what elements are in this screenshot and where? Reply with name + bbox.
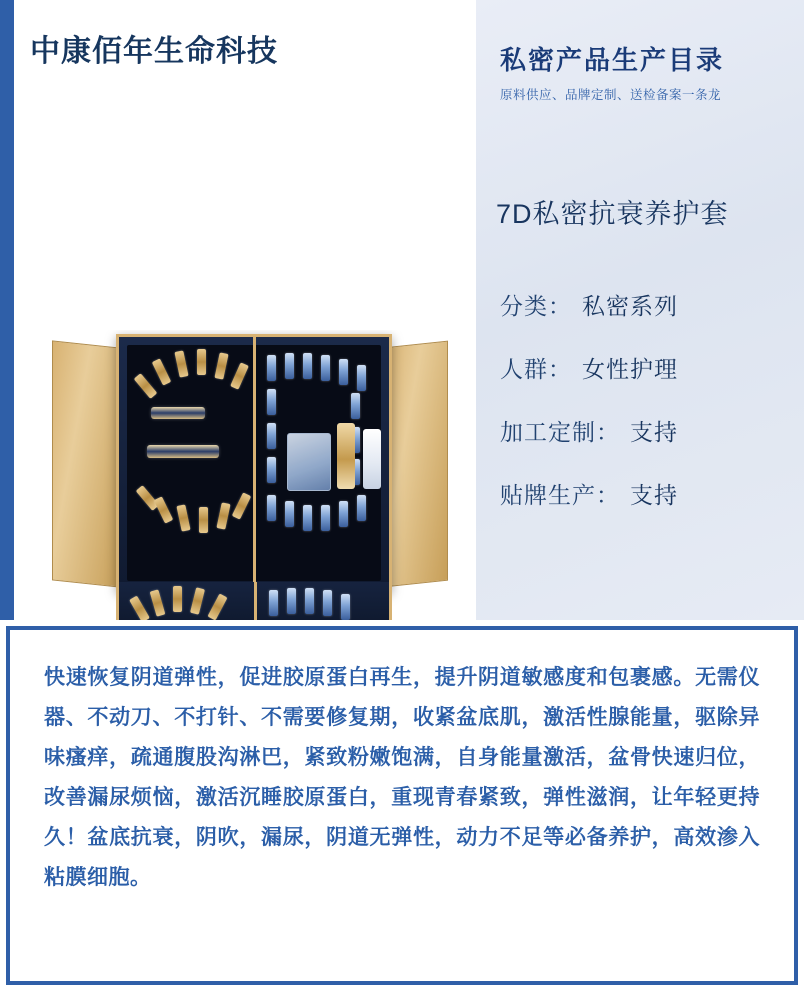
vial xyxy=(214,352,228,379)
vial xyxy=(269,590,278,616)
description-text: 快速恢复阴道弹性，促进胶原蛋白再生，提升阴道敏感度和包裹感。无需仪器、不动刀、不打针、不需要修复期，收紧盆底肌，激活性腺能量，驱除异味瘙痒，疏通腹股沟淋巴，紧致粉嫩饱满，自身能量激活，盆骨快速归位，改善漏尿烦恼，激活沉睡胶原蛋白，重现青春紧致，弹性滋润，让年轻更持久！盆底抗衰，阴吹，漏尿，阴道无弹性，动力不足等必备养护，高效渗入粘膜细胞。 xyxy=(44,666,760,889)
vial xyxy=(174,350,188,377)
spec-label: 加工定制： xyxy=(500,419,620,445)
description-block xyxy=(0,620,804,991)
pedestal xyxy=(147,445,219,458)
vial xyxy=(176,504,190,531)
top-section xyxy=(14,0,804,620)
spec-value: 私密系列 xyxy=(582,293,678,319)
spec-label: 分类： xyxy=(500,293,572,319)
description-frame xyxy=(6,626,798,985)
vial xyxy=(287,588,296,614)
spec-value: 支持 xyxy=(630,419,678,445)
glass-case xyxy=(287,433,331,491)
vial xyxy=(207,593,227,620)
right-info-panel xyxy=(476,0,804,620)
vial xyxy=(267,355,276,381)
spec-row-category xyxy=(500,288,790,321)
vial xyxy=(267,457,276,483)
spec-value: 支持 xyxy=(630,482,678,508)
vial xyxy=(267,389,276,415)
case-body xyxy=(116,334,392,592)
gold-bottle xyxy=(337,423,355,489)
vial xyxy=(216,502,230,529)
vial xyxy=(154,496,173,523)
brand-title: 中康佰年生命科技 xyxy=(30,35,278,68)
case-wing-left xyxy=(52,340,120,587)
spec-value: 女性护理 xyxy=(582,356,678,382)
spec-row-audience xyxy=(500,351,790,384)
center-products xyxy=(277,345,387,525)
vial xyxy=(230,362,249,389)
vial xyxy=(199,507,208,533)
vial xyxy=(305,588,314,614)
vial xyxy=(197,349,206,375)
vial xyxy=(150,589,166,616)
catalog-header xyxy=(500,40,790,103)
spec-label: 贴牌生产： xyxy=(500,482,620,508)
vial xyxy=(267,495,276,521)
white-bottle xyxy=(363,429,381,489)
product-image xyxy=(38,330,458,620)
spec-row-oem xyxy=(500,477,790,510)
vial xyxy=(134,373,158,399)
lower-case xyxy=(116,582,392,620)
vial xyxy=(341,594,350,620)
vial xyxy=(232,492,251,519)
spec-row-customization xyxy=(500,414,790,447)
lower-case-divider xyxy=(254,582,257,620)
left-panel xyxy=(14,0,476,620)
spec-list xyxy=(500,288,790,540)
vial xyxy=(152,358,171,385)
vial xyxy=(323,590,332,616)
vial xyxy=(267,423,276,449)
left-accent-bar xyxy=(0,0,14,620)
catalog-title: 私密产品生产目录 xyxy=(500,45,725,75)
case-wing-right xyxy=(384,341,448,588)
case-divider xyxy=(253,337,256,589)
product-name: 7D私密抗衰养护套 xyxy=(496,199,729,229)
pedestal xyxy=(151,407,205,419)
spec-label: 人群： xyxy=(500,356,572,382)
vial xyxy=(190,587,205,614)
vial xyxy=(129,595,150,620)
vial xyxy=(173,586,182,612)
catalog-subtitle: 原料供应、品牌定制、送检备案一条龙 xyxy=(500,88,722,102)
